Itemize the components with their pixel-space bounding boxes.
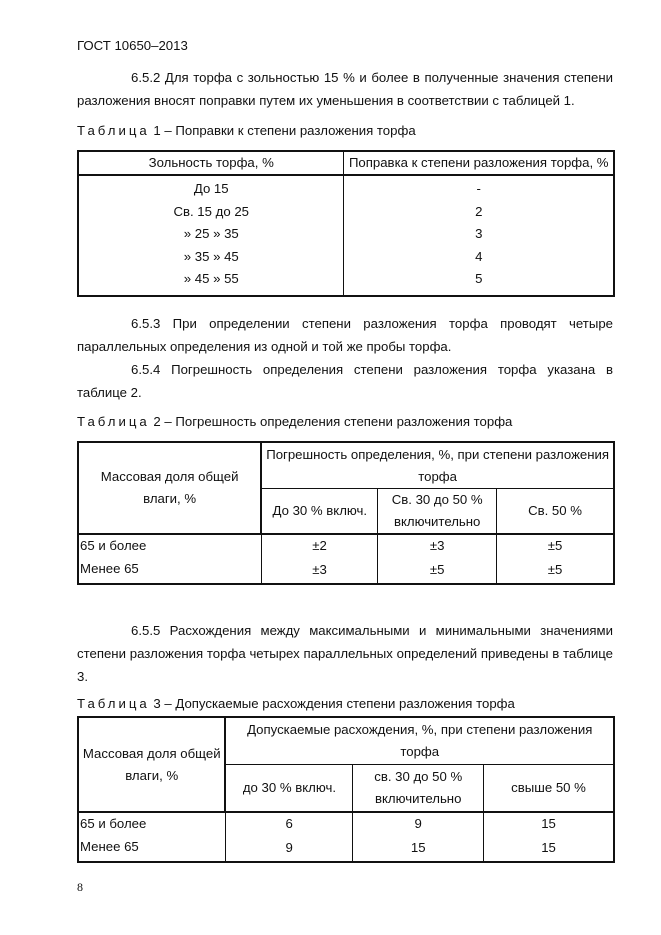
table-row — [78, 246, 614, 269]
table1-header-ash: Зольность торфа, % — [78, 151, 344, 175]
table1-cell: До 15 — [78, 175, 344, 201]
table2-cell: ±5 — [497, 534, 614, 557]
paragraph-6-5-2: 6.5.2 Для торфа с зольностью 15 % и более в полученные значения степени разложения вносят поправки путем их уменьшения в соответствии с таблицей 1. — [77, 70, 613, 108]
table1-cell: » 25 » 35 — [78, 223, 344, 246]
table1 — [77, 150, 615, 297]
table3-row-header: Массовая доля общей влаги, % — [78, 717, 225, 812]
table1-cell: 2 — [344, 201, 614, 224]
table2-row-header: Массовая доля общей влаги, % — [78, 442, 261, 534]
table3-caption — [77, 696, 515, 711]
table-row — [78, 201, 614, 224]
table1-header-row — [78, 151, 614, 175]
table3 — [77, 716, 615, 863]
table2-cell: 65 и более — [78, 534, 261, 557]
table2-cell: ±2 — [261, 534, 378, 557]
table1-cell: 4 — [344, 246, 614, 269]
table3-caption-rest: 3 – Допускаемые расхождения степени разложения торфа — [149, 696, 515, 711]
table2-caption-word: Таблица — [77, 414, 150, 429]
table2-subheader: Св. 50 % — [497, 489, 614, 535]
table3-cell: 6 — [225, 812, 352, 835]
table3-header-row — [78, 717, 614, 765]
table1-caption-rest: 1 – Поправки к степени разложения торфа — [149, 123, 416, 138]
table2 — [77, 441, 615, 585]
table3-subheader: до 30 % включ. — [225, 765, 352, 813]
table2-group-header: Погрешность определения, %, при степени разложения торфа — [261, 442, 614, 489]
table3-cell: 9 — [225, 835, 352, 862]
table1-cell: Св. 15 до 25 — [78, 201, 344, 224]
paragraph-6-5-5: 6.5.5 Расхождения между максимальными и минимальными значениями степени разложения торфа четырех параллельных определений приведены в таблице 3. — [77, 623, 613, 684]
table2-cell: ±5 — [378, 557, 497, 584]
table-row — [78, 812, 614, 835]
table2-subheader: До 30 % включ. — [261, 489, 378, 535]
table2-subheader: Св. 30 до 50 % включительно — [378, 489, 497, 535]
table1-caption — [77, 123, 416, 138]
table1-header-correction: Поправка к степени разложения торфа, % — [344, 151, 614, 175]
table2-header-row — [78, 442, 614, 489]
table2-caption — [77, 414, 512, 429]
table3-subheader: свыше 50 % — [484, 765, 614, 813]
table2-cell: ±3 — [378, 534, 497, 557]
table3-cell: 65 и более — [78, 812, 225, 835]
table1-cell: 3 — [344, 223, 614, 246]
table-row — [78, 268, 614, 296]
table1-cell: » 45 » 55 — [78, 268, 344, 296]
table3-subheader: св. 30 до 50 % включительно — [353, 765, 484, 813]
table3-cell: 15 — [484, 812, 614, 835]
paragraph-6-5-3: 6.5.3 При определении степени разложения торфа проводят четыре параллельных определения из одной и той же пробы торфа. — [77, 316, 613, 354]
table1-cell: - — [344, 175, 614, 201]
table3-cell: Менее 65 — [78, 835, 225, 862]
document-id: ГОСТ 10650–2013 — [77, 38, 188, 53]
table2-cell: Менее 65 — [78, 557, 261, 584]
table1-cell: 5 — [344, 268, 614, 296]
paragraph-6-5-4: 6.5.4 Погрешность определения степени разложения торфа указана в таблице 2. — [77, 362, 613, 400]
table2-caption-rest: 2 – Погрешность определения степени разложения торфа — [149, 414, 513, 429]
table-row — [78, 175, 614, 201]
table-row — [78, 557, 614, 584]
table3-caption-word: Таблица — [77, 696, 150, 711]
table1-caption-word: Таблица — [77, 123, 150, 138]
page-number: 8 — [77, 880, 83, 894]
table1-cell: » 35 » 45 — [78, 246, 344, 269]
table3-cell: 9 — [353, 812, 484, 835]
table-row — [78, 534, 614, 557]
table-row — [78, 223, 614, 246]
table2-cell: ±3 — [261, 557, 378, 584]
table3-group-header: Допускаемые расхождения, %, при степени разложения торфа — [225, 717, 614, 765]
table3-cell: 15 — [353, 835, 484, 862]
table3-cell: 15 — [484, 835, 614, 862]
table-row — [78, 835, 614, 862]
table2-cell: ±5 — [497, 557, 614, 584]
